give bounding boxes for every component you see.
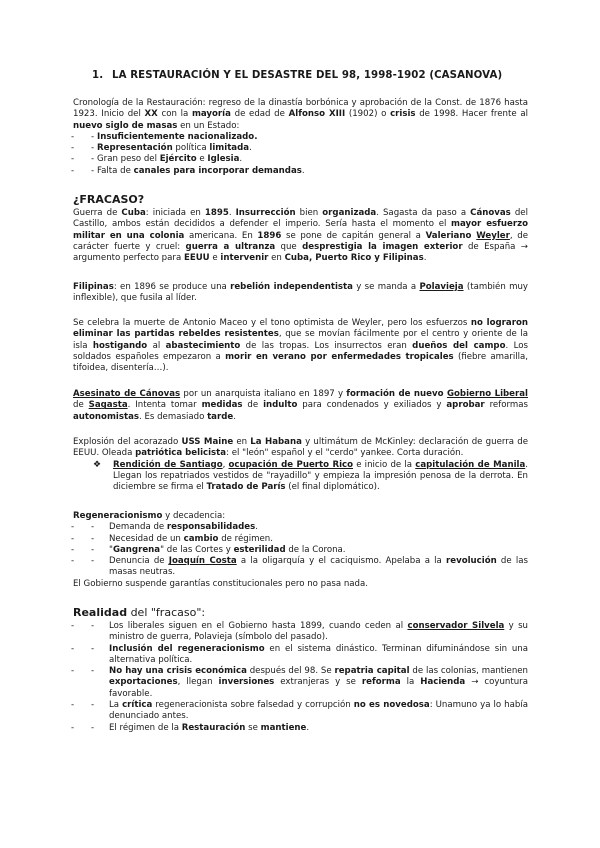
bold-run: Cánovas bbox=[470, 208, 511, 218]
text-run: de 1998. Hacer frente al bbox=[415, 109, 528, 120]
text-run: del Castillo, ambos están decididos a defender el imperio. Sería hasta el momento el bbox=[73, 208, 528, 230]
text-run: regeneracionista sobre falsedad y corrupción bbox=[152, 700, 354, 711]
fracaso-p4 bbox=[73, 389, 528, 423]
text-run: . bbox=[255, 522, 258, 533]
text-run: de las colonias, mantienen bbox=[409, 666, 529, 677]
fracaso-p5 bbox=[73, 437, 528, 493]
text-run: Se celebra la muerte de Antonio Maceo y el tono optimista de Weyler, pero los esfuerzos bbox=[73, 318, 471, 328]
bold-run: Insurrección bbox=[235, 208, 296, 218]
bold-run: Inclusión del regeneracionismo bbox=[109, 643, 265, 654]
bold-run: organizada bbox=[322, 208, 377, 218]
text-run: política bbox=[172, 143, 210, 154]
bold-underline-run: Weyler bbox=[476, 230, 510, 241]
bold-run: Insuficientemente nacionalizado. bbox=[97, 131, 258, 142]
text-run: en el sistema dinástico. Terminan difuminándose sin una alternativa política. bbox=[109, 643, 528, 665]
list-item: - - Demanda de responsabilidades. bbox=[73, 522, 528, 533]
text-run: Cronología de la Restauración: regreso de la dinastía borbónica y aprobación de la Const. de 1876 hasta 1923. Inicio del bbox=[73, 98, 528, 120]
bold-run: XX bbox=[144, 109, 158, 120]
text-run: Explosión del acorazado bbox=[73, 437, 182, 447]
list-item: - - Representación política limitada. bbox=[73, 143, 528, 154]
list-item: - - Insuficientemente nacionalizado. bbox=[73, 132, 528, 143]
text-run: Necesidad de un bbox=[109, 533, 184, 544]
text-run: de las masas neutras. bbox=[109, 556, 528, 578]
bold-run: rebelión independentista bbox=[230, 282, 353, 292]
text-run: e inicio de la bbox=[353, 459, 416, 470]
text-run: americana. En bbox=[184, 230, 258, 241]
text-run: a la oligarquía y el caciquismo. Apelaba a la bbox=[236, 556, 447, 567]
bold-run: Cuba, Puerto Rico y Filipinas bbox=[284, 253, 424, 264]
text-run: (fiebre amarilla, tifoidea, disentería…). bbox=[73, 351, 529, 374]
list-item: - - La crítica regeneracionista sobre falsedad y corrupción no es novedosa: Unamuno ya lo había denunciado antes. bbox=[73, 700, 528, 723]
intro-list bbox=[73, 132, 528, 177]
text-run: extranjeras y se bbox=[274, 677, 362, 688]
diamond-bullet-icon: ❖ bbox=[93, 459, 102, 470]
list-item: - - "Gangrena" de las Cortes y esterilidad de la Corona. bbox=[73, 545, 528, 556]
bold-run: Realidad bbox=[73, 606, 128, 619]
text-run: → coyuntura favorable. bbox=[109, 677, 528, 699]
bold-underline-run: ocupación de Puerto Rico bbox=[228, 459, 354, 470]
bold-run: Ejército bbox=[159, 154, 197, 165]
bold-run: mayor esfuerzo militar en una colonia bbox=[73, 219, 528, 241]
bold-run: medidas bbox=[201, 400, 243, 411]
text-run: y se manda a bbox=[352, 282, 420, 292]
bold-run: inversiones bbox=[218, 677, 275, 688]
intro-block bbox=[73, 98, 528, 177]
text-run: de bbox=[73, 400, 89, 411]
text-run: al bbox=[147, 340, 166, 351]
bold-run: mantiene bbox=[260, 722, 307, 733]
bold-run: mayoría bbox=[191, 109, 231, 120]
bold-run: no es novedosa bbox=[353, 700, 430, 711]
text-run: . Sagasta da paso a bbox=[376, 208, 471, 218]
text-run: : en 1896 se produce una bbox=[113, 282, 231, 292]
text-run: Los liberales siguen en el Gobierno hasta 1899, cuando ceden al bbox=[109, 621, 408, 631]
page-title bbox=[92, 70, 502, 81]
bold-run: Representación bbox=[97, 143, 173, 154]
text-run: Denuncia de bbox=[109, 556, 169, 567]
text-run: Gran peso del bbox=[97, 154, 160, 165]
list-item: - - Gran peso del Ejército e Iglesia. bbox=[73, 154, 528, 165]
bold-underline-run: Gobierno Liberal bbox=[446, 389, 528, 399]
regeneracionismo-closing: El Gobierno suspende garantías constitucionales pero no pasa nada. bbox=[73, 578, 368, 589]
regeneracionismo-list bbox=[73, 522, 528, 578]
text-run: " bbox=[109, 544, 113, 555]
text-run: Falta de bbox=[97, 165, 134, 176]
bold-run: dueños del campo bbox=[412, 340, 506, 351]
bold-run: morir en verano por enfermedades tropicales bbox=[225, 351, 454, 362]
bold-run: hostigando bbox=[92, 340, 148, 351]
bold-run: intervenir bbox=[220, 253, 269, 264]
bold-run: crisis bbox=[390, 109, 416, 120]
text-run: por un anarquista italiano en 1897 y bbox=[180, 389, 347, 399]
bold-run: 1895 bbox=[204, 208, 229, 218]
text-run: para condenados y exiliados y bbox=[297, 400, 447, 411]
bold-run: 1896 bbox=[257, 230, 282, 241]
text-run: la bbox=[400, 677, 421, 688]
bold-run: La Habana bbox=[250, 437, 302, 447]
text-run: en bbox=[268, 253, 285, 264]
bold-run: No hay una crisis económica bbox=[109, 666, 247, 677]
bold-run: patriótica belicista bbox=[135, 448, 227, 459]
text-run: con la bbox=[157, 109, 192, 120]
section-heading-realidad bbox=[73, 606, 205, 619]
bold-run: Cuba bbox=[121, 208, 146, 218]
text-run: . Llegan los repatriados vestidos de "rayadillo" y empieza la impresión penosa de la derrota. En diciembre se firma el bbox=[113, 459, 528, 493]
list-item: - - Necesidad de un cambio de régimen. bbox=[73, 534, 528, 545]
fracaso-p1 bbox=[73, 208, 528, 264]
section-heading-fracaso: ¿FRACASO? bbox=[73, 193, 145, 206]
list-item: - - Denuncia de Joaquín Costa a la oligarquía y el caciquismo. Apelaba a la revolución de las masas neutras. bbox=[73, 556, 528, 579]
text-run: que bbox=[275, 241, 303, 252]
text-run: en un Estado: bbox=[177, 120, 240, 131]
list-item: - - Inclusión del regeneracionismo en el sistema dinástico. Terminan difuminándose sin una alternativa política. bbox=[73, 644, 528, 667]
bold-run: formación de nuevo bbox=[346, 389, 447, 399]
text-run: . bbox=[423, 253, 427, 264]
text-run: del "fracaso": bbox=[127, 606, 206, 619]
bold-underline-run: Rendición de Santiago bbox=[113, 459, 223, 470]
bold-underline-run: conservador Silvela bbox=[407, 621, 505, 631]
diamond-list-item bbox=[73, 460, 528, 494]
text-run: (el final diplomático). bbox=[285, 482, 380, 493]
list-item: - - El régimen de la Restauración se mantiene. bbox=[73, 723, 528, 734]
text-run: reformas bbox=[484, 400, 528, 411]
text-run: Guerra de bbox=[73, 208, 122, 218]
bold-run: USS Maine bbox=[181, 437, 234, 447]
bold-run: revolución bbox=[446, 556, 497, 567]
text-run: de la Corona. bbox=[285, 544, 346, 555]
text-run: . Los soldados españoles empezaron a bbox=[73, 340, 528, 362]
text-run: , de carácter fuerte y cruel: bbox=[73, 230, 528, 252]
text-run: . Intenta tomar bbox=[127, 400, 202, 411]
text-run: : Unamuno ya lo había denunciado antes. bbox=[109, 700, 528, 722]
bold-run: crítica bbox=[122, 700, 153, 711]
text-run: de bbox=[242, 400, 264, 411]
bold-underline-run: Asesinato de Cánovas bbox=[73, 389, 181, 399]
bold-run: cambio bbox=[183, 533, 219, 544]
text-run: . bbox=[306, 722, 310, 733]
text-run: y ultimátum de McKinley: declaración de guerra de EEUU. Oleada bbox=[73, 437, 528, 459]
title-number: 1. bbox=[92, 70, 104, 81]
realidad-block bbox=[73, 621, 528, 734]
bold-run: canales para incorporar demandas bbox=[133, 165, 302, 176]
bold-run: Valeriano bbox=[425, 230, 477, 241]
text-run: de edad de bbox=[230, 109, 289, 120]
text-run: . bbox=[249, 143, 252, 154]
bold-run: reforma bbox=[361, 677, 401, 688]
text-run: . bbox=[233, 411, 236, 422]
text-run: : el "león" español y el "cerdo" yankee. Corta duración. bbox=[226, 448, 464, 459]
bold-underline-run: Polavieja bbox=[419, 282, 464, 292]
text-run: El régimen de la bbox=[109, 722, 182, 733]
bold-run: Alfonso XIII bbox=[288, 109, 346, 120]
title-text: LA RESTAURACIÓN Y EL DESASTRE DEL 98, 1998-1902 (CASANOVA) bbox=[112, 70, 503, 81]
bold-run: Hacienda bbox=[420, 677, 466, 688]
bold-underline-run: Sagasta bbox=[88, 400, 128, 411]
bold-run: esterilidad bbox=[233, 544, 286, 555]
text-run: , que se movían fácilmente por el centro y oriente de la isla bbox=[73, 329, 528, 351]
text-run: y decadencia: bbox=[162, 511, 226, 521]
bold-run: nuevo siglo de masas bbox=[73, 120, 178, 131]
text-run: , bbox=[222, 459, 229, 470]
text-run: e bbox=[196, 154, 208, 165]
text-run: y su ministro de guerra, Polavieja (símbolo del pasado). bbox=[109, 621, 529, 643]
text-run: : iniciada en bbox=[145, 208, 205, 218]
text-run: en bbox=[233, 437, 251, 447]
text-run: se pone de capitán general a bbox=[281, 230, 426, 241]
text-run: (también muy inflexible), que fusila al líder. bbox=[73, 282, 528, 304]
fracaso-p3 bbox=[73, 318, 528, 374]
text-run: . bbox=[228, 208, 236, 218]
list-item: - - Los liberales siguen en el Gobierno hasta 1899, cuando ceden al conservador Silvela y su ministro de guerra, Polavieja (símbolo del pasado). bbox=[73, 621, 528, 644]
list-item: - - Falta de canales para incorporar demandas. bbox=[73, 166, 528, 177]
text-run: " de las Cortes y bbox=[160, 544, 234, 555]
text-run: . bbox=[301, 165, 305, 176]
text-run: de las tropas. Los insurrectos eran bbox=[240, 340, 413, 351]
bold-run: Regeneracionismo bbox=[73, 511, 163, 521]
text-run: (1902) o bbox=[345, 109, 391, 120]
bold-run: Filipinas bbox=[73, 282, 114, 292]
bold-run: aprobar bbox=[446, 400, 485, 411]
bold-run: Tratado de París bbox=[206, 482, 286, 493]
bold-run: indulto bbox=[263, 400, 298, 411]
regeneracionismo-block bbox=[73, 511, 528, 590]
text-run: bien bbox=[295, 208, 323, 218]
realidad-list bbox=[73, 621, 528, 734]
bold-run: guerra a ultranza bbox=[185, 241, 276, 252]
text-run: , llegan bbox=[177, 677, 219, 688]
list-item: - - No hay una crisis económica después del 98. Se repatria capital de las colonias, mantienen exportaciones, llegan inversiones extranjeras y se reforma la Hacienda → coyuntura favorable. bbox=[73, 666, 528, 700]
bold-run: desprestigia la imagen exterior bbox=[302, 241, 463, 252]
text-run: de régimen. bbox=[218, 533, 273, 544]
bold-run: abastecimiento bbox=[165, 340, 241, 351]
regeneracionismo-intro bbox=[73, 511, 528, 522]
text-run: Demanda de bbox=[109, 522, 167, 533]
bold-run: Iglesia bbox=[207, 154, 240, 165]
text-run: e bbox=[209, 253, 221, 264]
bold-run: autonomistas bbox=[73, 411, 139, 422]
text-run: . Es demasiado bbox=[139, 411, 208, 422]
bold-run: EEUU bbox=[183, 253, 210, 264]
bold-run: Restauración bbox=[181, 722, 246, 733]
bold-run: responsabilidades bbox=[166, 522, 256, 533]
bold-run: tarde bbox=[207, 411, 234, 422]
text-run: de España → argumento perfecto para bbox=[73, 241, 529, 264]
fracaso-p2 bbox=[73, 282, 528, 305]
bold-run: limitada bbox=[209, 143, 250, 154]
bold-run: Gangrena bbox=[112, 544, 161, 555]
bold-run: no lograron eliminar las partidas rebeldes resistentes bbox=[73, 318, 528, 340]
bold-underline-run: Joaquín Costa bbox=[168, 556, 237, 567]
bold-run: repatria capital bbox=[334, 666, 410, 677]
text-run: . bbox=[239, 154, 243, 165]
text-run: después del 98. Se bbox=[246, 666, 335, 677]
text-run: La bbox=[109, 700, 123, 711]
bold-run: exportaciones bbox=[109, 677, 178, 688]
text-run: se bbox=[245, 722, 261, 733]
intro-paragraph bbox=[73, 98, 528, 132]
bold-underline-run: capitulación de Manila bbox=[415, 459, 526, 470]
